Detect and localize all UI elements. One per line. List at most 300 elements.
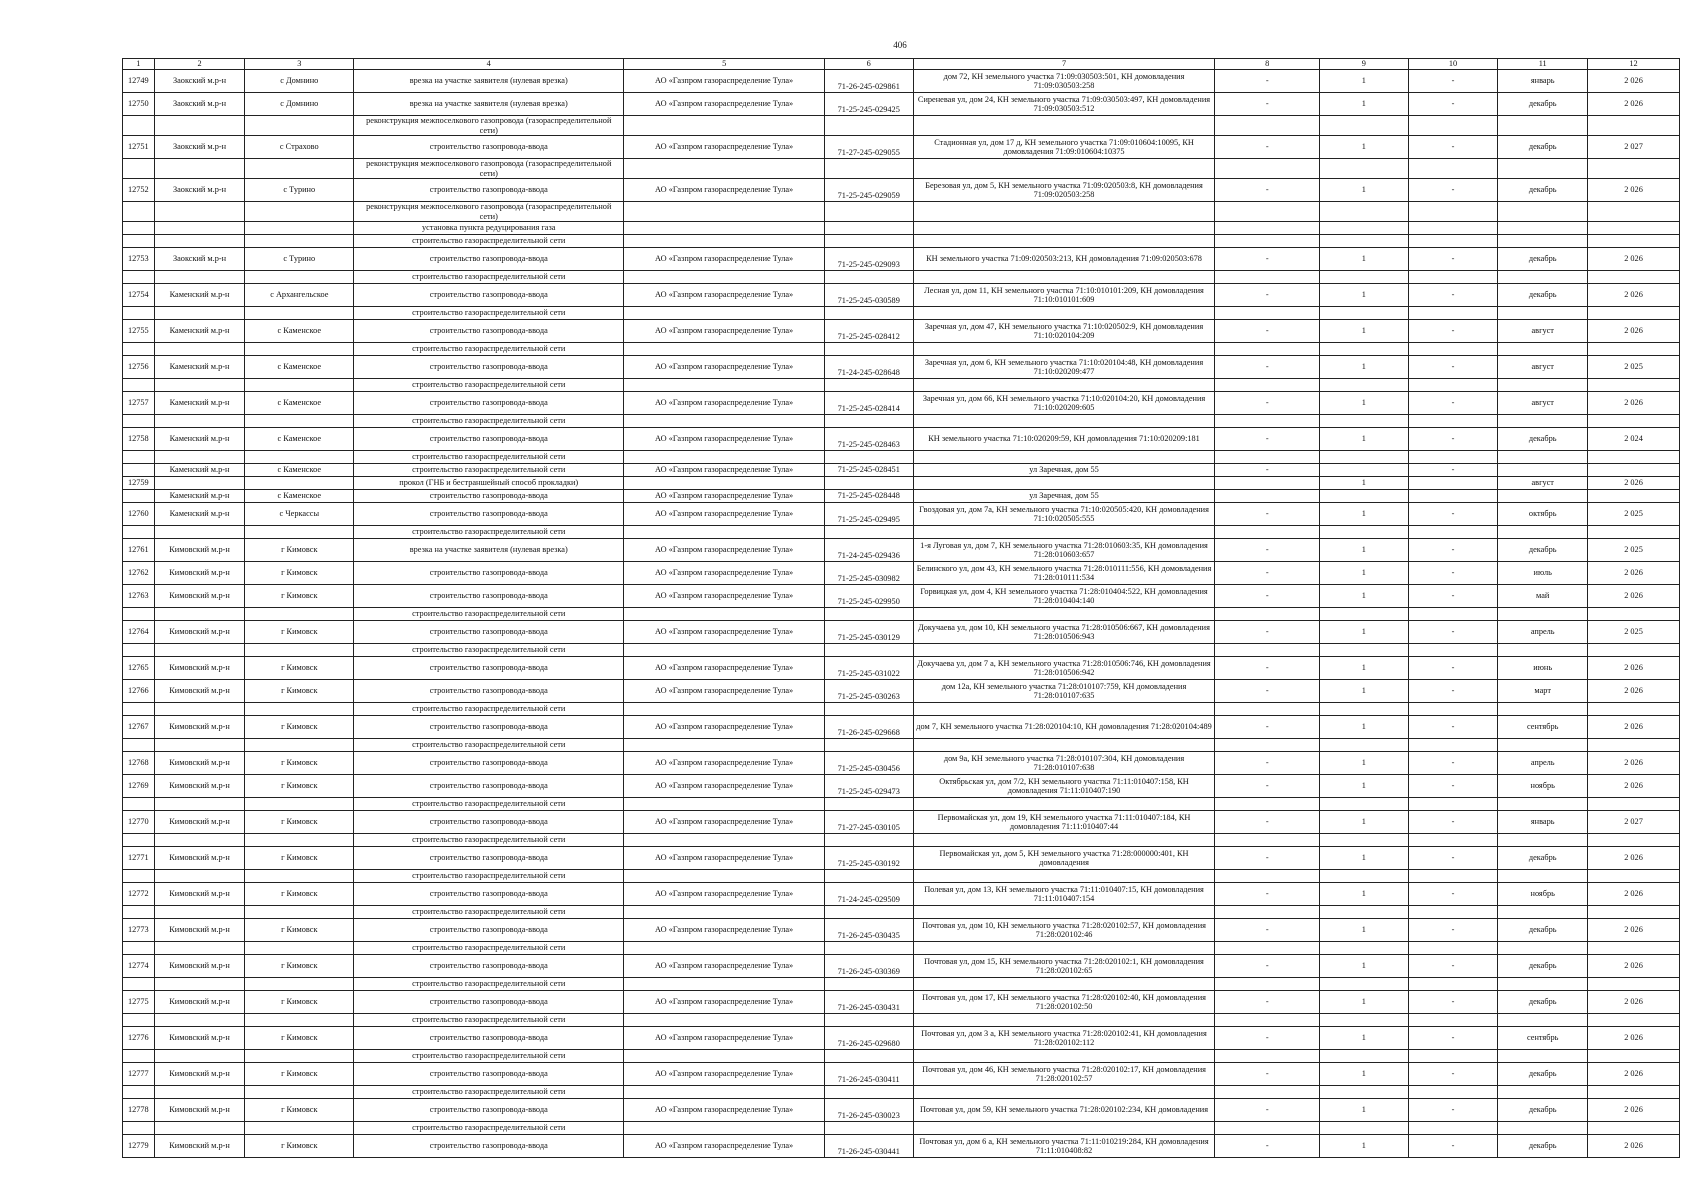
application-number-cell xyxy=(824,739,913,752)
column-number-cell: 10 xyxy=(1408,59,1498,70)
district-cell xyxy=(154,222,245,235)
settlement-cell xyxy=(245,644,354,657)
work-type-cell: строительство газопровода-ввода xyxy=(354,503,624,526)
quantity-cell: 1 xyxy=(1319,136,1408,159)
quantity-cell: 1 xyxy=(1319,775,1408,798)
district-cell: Кимовский м.р-н xyxy=(154,991,245,1014)
address-cell xyxy=(913,159,1215,179)
work-type-cell: строительство газопровода-ввода xyxy=(354,284,624,307)
organization-cell xyxy=(624,1086,825,1099)
organization-cell: АО «Газпром газораспределение Тула» xyxy=(624,1063,825,1086)
settlement-cell xyxy=(245,1014,354,1027)
application-number-cell xyxy=(824,834,913,847)
district-cell xyxy=(154,415,245,428)
row-number-cell: 12775 xyxy=(123,991,155,1014)
table-row xyxy=(123,248,1680,271)
table-row xyxy=(123,307,1680,320)
settlement-cell: г Кимовск xyxy=(245,752,354,775)
col8-value-cell xyxy=(1215,343,1320,356)
work-type-cell: реконструкция межпоселкового газопровода (газораспределительной сети) xyxy=(354,116,624,136)
year-cell: 2 026 xyxy=(1588,919,1680,942)
work-type-cell: строительство газопровода-ввода xyxy=(354,356,624,379)
address-cell xyxy=(913,870,1215,883)
work-type-cell: строительство газораспределительной сети xyxy=(354,608,624,621)
year-cell xyxy=(1588,307,1680,320)
work-type-cell: строительство газопровода-ввода xyxy=(354,1027,624,1050)
table-row xyxy=(123,320,1680,343)
quantity-cell xyxy=(1319,379,1408,392)
quantity-cell xyxy=(1319,464,1408,477)
settlement-cell: с Домнино xyxy=(245,93,354,116)
col8-value-cell: - xyxy=(1215,464,1320,477)
settlement-cell xyxy=(245,451,354,464)
table-row xyxy=(123,752,1680,775)
address-cell: Первомайская ул, дом 19, КН земельного участка 71:11:010407:184, КН домовладения 71:11:010407:44 xyxy=(913,811,1215,834)
settlement-cell: г Кимовск xyxy=(245,1099,354,1122)
quantity-cell xyxy=(1319,739,1408,752)
organization-cell: АО «Газпром газораспределение Тула» xyxy=(624,716,825,739)
month-cell xyxy=(1498,1122,1588,1135)
address-cell xyxy=(913,235,1215,248)
application-number-cell: 71-25-245-029425 xyxy=(824,93,913,116)
district-cell: Каменский м.р-н xyxy=(154,503,245,526)
organization-cell xyxy=(624,870,825,883)
row-number-cell xyxy=(123,834,155,847)
quantity-cell xyxy=(1319,906,1408,919)
quantity-cell xyxy=(1319,1122,1408,1135)
settlement-cell: г Кимовск xyxy=(245,775,354,798)
col8-value-cell: - xyxy=(1215,752,1320,775)
table-row xyxy=(123,1050,1680,1063)
address-cell: 1-я Луговая ул, дом 7, КН земельного участка 71:28:010603:35, КН домовладения 71:28:010603:657 xyxy=(913,539,1215,562)
table-row xyxy=(123,585,1680,608)
address-cell: Почтовая ул, дом 17, КН земельного участка 71:28:020102:40, КН домовладения 71:28:020102:50 xyxy=(913,991,1215,1014)
work-type-cell: строительство газопровода-ввода xyxy=(354,320,624,343)
settlement-cell xyxy=(245,1086,354,1099)
col10-value-cell: - xyxy=(1408,1063,1498,1086)
col8-value-cell xyxy=(1215,1050,1320,1063)
row-number-cell: 12760 xyxy=(123,503,155,526)
settlement-cell: г Кимовск xyxy=(245,847,354,870)
organization-cell: АО «Газпром газораспределение Тула» xyxy=(624,136,825,159)
address-cell: Полевая ул, дом 13, КН земельного участка 71:11:010407:15, КН домовладения 71:11:010407:154 xyxy=(913,883,1215,906)
settlement-cell xyxy=(245,235,354,248)
application-number-cell xyxy=(824,942,913,955)
address-cell xyxy=(913,608,1215,621)
col8-value-cell xyxy=(1215,222,1320,235)
address-cell: Почтовая ул, дом 6 а, КН земельного участка 71:11:010219:284, КН домовладения 71:11:010408:82 xyxy=(913,1135,1215,1158)
district-cell: Кимовский м.р-н xyxy=(154,562,245,585)
month-cell xyxy=(1498,159,1588,179)
work-type-cell: реконструкция межпоселкового газопровода (газораспределительной сети) xyxy=(354,159,624,179)
application-number-cell: 71-26-245-030023 xyxy=(824,1099,913,1122)
application-number-cell: 71-26-245-029680 xyxy=(824,1027,913,1050)
work-type-cell: реконструкция межпоселкового газопровода (газораспределительной сети) xyxy=(354,202,624,222)
year-cell xyxy=(1588,870,1680,883)
organization-cell: АО «Газпром газораспределение Тула» xyxy=(624,284,825,307)
table-row xyxy=(123,202,1680,222)
application-number-cell: 71-27-245-030105 xyxy=(824,811,913,834)
row-number-cell: 12777 xyxy=(123,1063,155,1086)
organization-cell xyxy=(624,271,825,284)
address-cell: Почтовая ул, дом 59, КН земельного участка 71:28:020102:234, КН домовладения xyxy=(913,1099,1215,1122)
settlement-cell xyxy=(245,978,354,991)
district-cell: Заокский м.р-н xyxy=(154,248,245,271)
district-cell: Кимовский м.р-н xyxy=(154,585,245,608)
col8-value-cell xyxy=(1215,477,1320,490)
application-number-cell: 71-25-245-028412 xyxy=(824,320,913,343)
column-number-cell: 6 xyxy=(824,59,913,70)
year-cell xyxy=(1588,379,1680,392)
address-cell: Почтовая ул, дом 10, КН земельного участка 71:28:020102:57, КН домовладения 71:28:020102:46 xyxy=(913,919,1215,942)
row-number-cell xyxy=(123,271,155,284)
address-cell xyxy=(913,1122,1215,1135)
column-number-cell: 12 xyxy=(1588,59,1680,70)
settlement-cell xyxy=(245,222,354,235)
year-cell: 2 026 xyxy=(1588,883,1680,906)
organization-cell: АО «Газпром газораспределение Тула» xyxy=(624,752,825,775)
district-cell: Заокский м.р-н xyxy=(154,179,245,202)
address-cell xyxy=(913,942,1215,955)
address-cell: Докучаева ул, дом 10, КН земельного участка 71:28:010506:667, КН домовладения 71:28:010506:943 xyxy=(913,621,1215,644)
col8-value-cell: - xyxy=(1215,1099,1320,1122)
organization-cell: АО «Газпром газораспределение Тула» xyxy=(624,1099,825,1122)
address-cell: Горвицкая ул, дом 4, КН земельного участка 71:28:010404:522, КН домовладения 71:28:010404:140 xyxy=(913,585,1215,608)
district-cell: Кимовский м.р-н xyxy=(154,539,245,562)
year-cell: 2 026 xyxy=(1588,1135,1680,1158)
month-cell xyxy=(1498,608,1588,621)
application-number-cell xyxy=(824,526,913,539)
organization-cell: АО «Газпром газораспределение Тула» xyxy=(624,562,825,585)
col10-value-cell xyxy=(1408,235,1498,248)
address-cell xyxy=(913,307,1215,320)
row-number-cell: 12764 xyxy=(123,621,155,644)
work-type-cell: строительство газораспределительной сети xyxy=(354,307,624,320)
quantity-cell xyxy=(1319,703,1408,716)
row-number-cell: 12756 xyxy=(123,356,155,379)
application-number-cell xyxy=(824,1122,913,1135)
year-cell xyxy=(1588,235,1680,248)
organization-cell: АО «Газпром газораспределение Тула» xyxy=(624,179,825,202)
district-cell xyxy=(154,116,245,136)
application-number-cell: 71-24-245-029509 xyxy=(824,883,913,906)
application-number-cell: 71-27-245-029055 xyxy=(824,136,913,159)
col10-value-cell xyxy=(1408,1050,1498,1063)
quantity-cell: 1 xyxy=(1319,585,1408,608)
year-cell xyxy=(1588,942,1680,955)
settlement-cell: г Кимовск xyxy=(245,1135,354,1158)
quantity-cell xyxy=(1319,942,1408,955)
col10-value-cell: - xyxy=(1408,428,1498,451)
address-cell xyxy=(913,271,1215,284)
month-cell: декабрь xyxy=(1498,136,1588,159)
table-row xyxy=(123,70,1680,93)
address-cell xyxy=(913,451,1215,464)
settlement-cell: с Каменское xyxy=(245,428,354,451)
organization-cell: АО «Газпром газораспределение Тула» xyxy=(624,811,825,834)
row-number-cell: 12761 xyxy=(123,539,155,562)
row-number-cell: 12762 xyxy=(123,562,155,585)
row-number-cell: 12767 xyxy=(123,716,155,739)
year-cell xyxy=(1588,1050,1680,1063)
district-cell xyxy=(154,1122,245,1135)
work-type-cell: строительство газораспределительной сети xyxy=(354,343,624,356)
year-cell: 2 026 xyxy=(1588,752,1680,775)
work-type-cell: врезка на участке заявителя (нулевая врезка) xyxy=(354,70,624,93)
work-type-cell: строительство газораспределительной сети xyxy=(354,1122,624,1135)
quantity-cell: 1 xyxy=(1319,847,1408,870)
quantity-cell: 1 xyxy=(1319,503,1408,526)
month-cell: апрель xyxy=(1498,621,1588,644)
organization-cell: АО «Газпром газораспределение Тула» xyxy=(624,847,825,870)
col10-value-cell xyxy=(1408,379,1498,392)
row-number-cell xyxy=(123,202,155,222)
work-type-cell: строительство газопровода-ввода xyxy=(354,811,624,834)
organization-cell xyxy=(624,798,825,811)
settlement-cell xyxy=(245,116,354,136)
work-type-cell: строительство газораспределительной сети xyxy=(354,739,624,752)
application-number-cell xyxy=(824,608,913,621)
quantity-cell xyxy=(1319,490,1408,503)
table-row xyxy=(123,464,1680,477)
address-cell: Первомайская ул, дом 5, КН земельного участка 71:28:000000:401, КН домовладения xyxy=(913,847,1215,870)
work-type-cell: строительство газопровода-ввода xyxy=(354,562,624,585)
month-cell xyxy=(1498,379,1588,392)
table-row xyxy=(123,451,1680,464)
col10-value-cell xyxy=(1408,415,1498,428)
col10-value-cell xyxy=(1408,116,1498,136)
table-row xyxy=(123,703,1680,716)
work-type-cell: строительство газопровода-ввода xyxy=(354,775,624,798)
work-type-cell: строительство газопровода-ввода xyxy=(354,991,624,1014)
work-type-cell: прокол (ГНБ и бестраншейный способ прокладки) xyxy=(354,477,624,490)
settlement-cell: с Каменское xyxy=(245,464,354,477)
col10-value-cell: - xyxy=(1408,775,1498,798)
month-cell xyxy=(1498,526,1588,539)
col10-value-cell: - xyxy=(1408,716,1498,739)
table-row xyxy=(123,621,1680,644)
district-cell xyxy=(154,159,245,179)
col8-value-cell: - xyxy=(1215,539,1320,562)
year-cell xyxy=(1588,739,1680,752)
settlement-cell: г Кимовск xyxy=(245,716,354,739)
col10-value-cell xyxy=(1408,271,1498,284)
district-cell xyxy=(154,1014,245,1027)
address-cell: Белинского ул, дом 43, КН земельного участка 71:28:010111:556, КН домовладения 71:28:010111:534 xyxy=(913,562,1215,585)
table-row xyxy=(123,379,1680,392)
address-cell xyxy=(913,703,1215,716)
col10-value-cell xyxy=(1408,222,1498,235)
quantity-cell xyxy=(1319,235,1408,248)
month-cell xyxy=(1498,870,1588,883)
address-cell: КН земельного участка 71:10:020209:59, КН домовладения 71:10:020209:181 xyxy=(913,428,1215,451)
row-number-cell xyxy=(123,1086,155,1099)
month-cell xyxy=(1498,739,1588,752)
organization-cell xyxy=(624,235,825,248)
month-cell xyxy=(1498,235,1588,248)
application-number-cell xyxy=(824,451,913,464)
settlement-cell: г Кимовск xyxy=(245,991,354,1014)
month-cell: декабрь xyxy=(1498,1063,1588,1086)
col8-value-cell xyxy=(1215,202,1320,222)
year-cell: 2 027 xyxy=(1588,136,1680,159)
settlement-cell: г Кимовск xyxy=(245,585,354,608)
quantity-cell: 1 xyxy=(1319,392,1408,415)
address-cell: Заречная ул, дом 6, КН земельного участка 71:10:020104:48, КН домовладения 71:10:020209:477 xyxy=(913,356,1215,379)
quantity-cell: 1 xyxy=(1319,991,1408,1014)
year-cell: 2 026 xyxy=(1588,477,1680,490)
address-cell: ул Заречная, дом 55 xyxy=(913,490,1215,503)
table-row xyxy=(123,271,1680,284)
address-cell xyxy=(913,379,1215,392)
col10-value-cell: - xyxy=(1408,392,1498,415)
settlement-cell xyxy=(245,202,354,222)
organization-cell: АО «Газпром газораспределение Тула» xyxy=(624,320,825,343)
quantity-cell xyxy=(1319,202,1408,222)
month-cell: март xyxy=(1498,680,1588,703)
row-number-cell xyxy=(123,379,155,392)
settlement-cell: с Турино xyxy=(245,179,354,202)
address-cell xyxy=(913,834,1215,847)
organization-cell: АО «Газпром газораспределение Тула» xyxy=(624,585,825,608)
year-cell xyxy=(1588,1014,1680,1027)
settlement-cell: с Каменское xyxy=(245,490,354,503)
application-number-cell xyxy=(824,415,913,428)
col8-value-cell xyxy=(1215,978,1320,991)
quantity-cell: 1 xyxy=(1319,811,1408,834)
district-cell xyxy=(154,834,245,847)
table-row xyxy=(123,490,1680,503)
address-cell: Стадионная ул, дом 17 д, КН земельного участка 71:09:010604:10095, КН домовладения 71:09:010604:10375 xyxy=(913,136,1215,159)
district-cell: Заокский м.р-н xyxy=(154,93,245,116)
year-cell: 2 025 xyxy=(1588,356,1680,379)
district-cell xyxy=(154,906,245,919)
district-cell: Каменский м.р-н xyxy=(154,428,245,451)
district-cell: Каменский м.р-н xyxy=(154,356,245,379)
year-cell xyxy=(1588,834,1680,847)
organization-cell: АО «Газпром газораспределение Тула» xyxy=(624,991,825,1014)
month-cell xyxy=(1498,464,1588,477)
table-row xyxy=(123,235,1680,248)
address-cell xyxy=(913,1086,1215,1099)
organization-cell xyxy=(624,1122,825,1135)
application-number-cell: 71-25-245-029059 xyxy=(824,179,913,202)
settlement-cell xyxy=(245,477,354,490)
year-cell: 2 026 xyxy=(1588,179,1680,202)
table-row xyxy=(123,680,1680,703)
month-cell: декабрь xyxy=(1498,1135,1588,1158)
month-cell xyxy=(1498,834,1588,847)
district-cell: Кимовский м.р-н xyxy=(154,811,245,834)
row-number-cell xyxy=(123,739,155,752)
year-cell: 2 026 xyxy=(1588,1099,1680,1122)
column-number-header xyxy=(123,59,1680,70)
year-cell: 2 026 xyxy=(1588,955,1680,978)
table-row xyxy=(123,775,1680,798)
district-cell: Кимовский м.р-н xyxy=(154,657,245,680)
address-cell: Почтовая ул, дом 46, КН земельного участка 71:28:020102:17, КН домовладения 71:28:020102:57 xyxy=(913,1063,1215,1086)
year-cell xyxy=(1588,222,1680,235)
table-row xyxy=(123,503,1680,526)
address-cell: Почтовая ул, дом 15, КН земельного участка 71:28:020102:1, КН домовладения 71:28:020102:65 xyxy=(913,955,1215,978)
district-cell: Кимовский м.р-н xyxy=(154,716,245,739)
month-cell xyxy=(1498,343,1588,356)
col8-value-cell: - xyxy=(1215,356,1320,379)
district-cell xyxy=(154,739,245,752)
col8-value-cell xyxy=(1215,490,1320,503)
work-type-cell: строительство газораспределительной сети xyxy=(354,271,624,284)
row-number-cell: 12773 xyxy=(123,919,155,942)
row-number-cell xyxy=(123,415,155,428)
settlement-cell xyxy=(245,415,354,428)
table-row xyxy=(123,159,1680,179)
table-row xyxy=(123,883,1680,906)
work-type-cell: строительство газопровода-ввода xyxy=(354,428,624,451)
col10-value-cell: - xyxy=(1408,883,1498,906)
settlement-cell: с Домнино xyxy=(245,70,354,93)
quantity-cell xyxy=(1319,870,1408,883)
work-type-cell: строительство газораспределительной сети xyxy=(354,870,624,883)
settlement-cell xyxy=(245,159,354,179)
application-number-cell xyxy=(824,644,913,657)
row-number-cell: 12772 xyxy=(123,883,155,906)
table-row xyxy=(123,798,1680,811)
column-number-cell: 4 xyxy=(354,59,624,70)
month-cell: сентябрь xyxy=(1498,1027,1588,1050)
row-number-cell xyxy=(123,1014,155,1027)
col10-value-cell xyxy=(1408,526,1498,539)
col8-value-cell xyxy=(1215,415,1320,428)
col10-value-cell: - xyxy=(1408,70,1498,93)
district-cell: Кимовский м.р-н xyxy=(154,847,245,870)
column-number-cell: 8 xyxy=(1215,59,1320,70)
work-type-cell: строительство газопровода-ввода xyxy=(354,136,624,159)
district-cell: Кимовский м.р-н xyxy=(154,1135,245,1158)
district-cell xyxy=(154,202,245,222)
application-number-cell: 71-25-245-028463 xyxy=(824,428,913,451)
application-number-cell: 71-25-245-030129 xyxy=(824,621,913,644)
month-cell: декабрь xyxy=(1498,955,1588,978)
month-cell: январь xyxy=(1498,70,1588,93)
month-cell: декабрь xyxy=(1498,179,1588,202)
col10-value-cell xyxy=(1408,870,1498,883)
column-number-cell: 2 xyxy=(154,59,245,70)
quantity-cell: 1 xyxy=(1319,70,1408,93)
application-number-cell: 71-26-245-030411 xyxy=(824,1063,913,1086)
row-number-cell xyxy=(123,1122,155,1135)
quantity-cell: 1 xyxy=(1319,248,1408,271)
address-cell: Сиреневая ул, дом 24, КН земельного участка 71:09:030503:497, КН домовладения 71:09:030503:512 xyxy=(913,93,1215,116)
work-type-cell: строительство газораспределительной сети xyxy=(354,906,624,919)
table-row xyxy=(123,1099,1680,1122)
month-cell: май xyxy=(1498,585,1588,608)
organization-cell xyxy=(624,644,825,657)
col10-value-cell xyxy=(1408,490,1498,503)
year-cell: 2 026 xyxy=(1588,1027,1680,1050)
col10-value-cell: - xyxy=(1408,657,1498,680)
table-row xyxy=(123,919,1680,942)
quantity-cell xyxy=(1319,1086,1408,1099)
col10-value-cell: - xyxy=(1408,503,1498,526)
col8-value-cell: - xyxy=(1215,775,1320,798)
quantity-cell: 1 xyxy=(1319,752,1408,775)
quantity-cell: 1 xyxy=(1319,539,1408,562)
work-type-cell: строительство газораспределительной сети xyxy=(354,644,624,657)
quantity-cell xyxy=(1319,608,1408,621)
row-number-cell: 12755 xyxy=(123,320,155,343)
row-number-cell: 12770 xyxy=(123,811,155,834)
row-number-cell: 12754 xyxy=(123,284,155,307)
